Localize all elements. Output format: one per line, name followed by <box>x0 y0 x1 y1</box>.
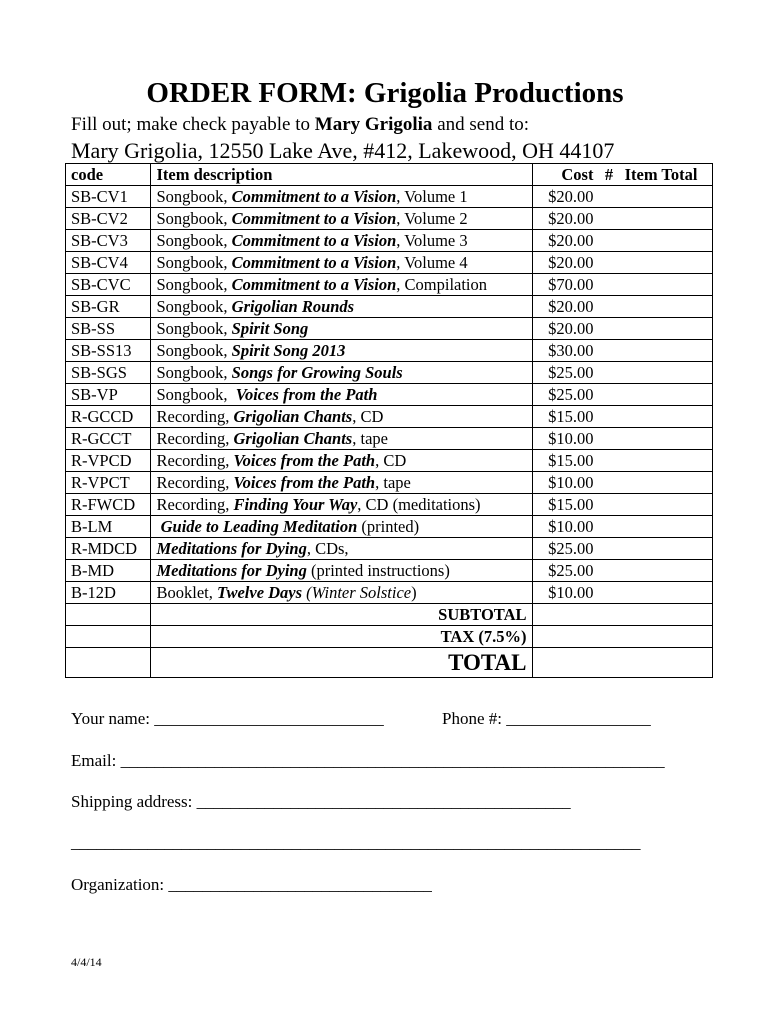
item-cost: $20.00 <box>532 296 598 318</box>
order-table <box>65 163 713 678</box>
item-total[interactable] <box>620 538 713 560</box>
tax-value[interactable] <box>532 626 713 648</box>
item-title: Spirit Song 2013 <box>231 341 346 360</box>
form-date: 4/4/14 <box>71 955 102 969</box>
table-row <box>66 406 713 428</box>
item-code: R-VPCD <box>66 450 151 472</box>
item-code: SB-CV1 <box>66 186 151 208</box>
item-desc-suffix: , CDs, <box>306 539 349 558</box>
subtotal-label: SUBTOTAL <box>151 604 532 626</box>
item-total[interactable] <box>620 186 713 208</box>
table-row <box>66 318 713 340</box>
item-desc-suffix: , Compilation <box>396 275 488 294</box>
item-cost: $25.00 <box>532 560 598 582</box>
item-desc-suffix: , CD (meditations) <box>357 495 481 514</box>
item-code: SB-CV4 <box>66 252 151 274</box>
item-desc-prefix: Recording, <box>156 451 234 470</box>
table-row <box>66 582 713 604</box>
instructions-suffix: and send to: <box>437 114 530 135</box>
item-desc-suffix: , Volume 1 <box>396 187 468 206</box>
item-desc-suffix: , CD <box>375 451 407 470</box>
item-qty[interactable] <box>598 428 619 450</box>
item-description <box>151 538 532 560</box>
item-desc-prefix: Songbook, <box>156 275 232 294</box>
table-row <box>66 472 713 494</box>
item-qty[interactable] <box>598 318 619 340</box>
item-total[interactable] <box>620 582 713 604</box>
item-desc-prefix: Recording, <box>156 495 234 514</box>
header-item-total: Item Total <box>620 164 713 186</box>
item-cost: $20.00 <box>532 230 598 252</box>
header-description: Item description <box>151 164 532 186</box>
item-qty[interactable] <box>598 560 619 582</box>
item-total[interactable] <box>620 450 713 472</box>
item-cost: $20.00 <box>532 318 598 340</box>
item-title: Voices from the Path <box>233 451 376 470</box>
table-row <box>66 186 713 208</box>
item-title: Grigolian Rounds <box>231 297 355 316</box>
item-title: Commitment to a Vision <box>231 187 397 206</box>
item-total[interactable] <box>620 318 713 340</box>
item-description <box>151 472 532 494</box>
item-description <box>151 296 532 318</box>
item-description <box>151 494 532 516</box>
table-row <box>66 274 713 296</box>
tax-blank <box>66 626 151 648</box>
item-title: Grigolian Chants <box>233 407 353 426</box>
order-rows <box>66 186 713 604</box>
item-description <box>151 406 532 428</box>
item-qty[interactable] <box>598 450 619 472</box>
item-description <box>151 516 532 538</box>
item-desc-prefix: Songbook, <box>156 341 232 360</box>
item-total[interactable] <box>620 362 713 384</box>
item-desc-prefix: Booklet, <box>156 583 217 602</box>
name-field[interactable]: Your name: ___________________________ <box>71 709 384 728</box>
shipping-address-line2[interactable]: ___________________________________________________________________ <box>71 833 641 852</box>
item-total[interactable] <box>620 208 713 230</box>
item-desc-suffix: , CD <box>352 407 384 426</box>
item-title: Meditations for Dying <box>156 539 307 558</box>
item-cost: $10.00 <box>532 516 598 538</box>
item-description <box>151 274 532 296</box>
item-desc-suffix: , Volume 4 <box>396 253 468 272</box>
item-description <box>151 230 532 252</box>
item-code: B-LM <box>66 516 151 538</box>
item-code: B-MD <box>66 560 151 582</box>
item-description <box>151 582 532 604</box>
item-desc-suffix: , Volume 3 <box>396 231 468 250</box>
item-desc-note: (Winter Solstice <box>306 583 412 602</box>
tax-label: TAX (7.5%) <box>151 626 532 648</box>
item-total[interactable] <box>620 252 713 274</box>
item-cost: $25.00 <box>532 384 598 406</box>
total-label: TOTAL <box>151 648 532 678</box>
item-code: R-GCCT <box>66 428 151 450</box>
item-total[interactable] <box>620 296 713 318</box>
item-desc-suffix: , tape <box>375 473 411 492</box>
table-row <box>66 516 713 538</box>
item-qty[interactable] <box>598 582 619 604</box>
item-qty[interactable] <box>598 208 619 230</box>
item-title: Guide to Leading Meditation <box>160 517 358 536</box>
item-description <box>151 560 532 582</box>
item-code: R-MDCD <box>66 538 151 560</box>
header-qty: # <box>598 164 619 186</box>
item-desc-suffix: , Volume 2 <box>396 209 468 228</box>
item-description <box>151 428 532 450</box>
table-row <box>66 252 713 274</box>
item-description <box>151 340 532 362</box>
item-total[interactable] <box>620 274 713 296</box>
phone-field[interactable]: Phone #: _________________ <box>442 709 651 728</box>
item-cost: $15.00 <box>532 450 598 472</box>
item-description <box>151 384 532 406</box>
item-title: Commitment to a Vision <box>231 253 397 272</box>
item-qty[interactable] <box>598 186 619 208</box>
item-code: SB-CV2 <box>66 208 151 230</box>
item-desc-prefix: Songbook, <box>156 253 232 272</box>
item-description <box>151 252 532 274</box>
item-code: SB-SS13 <box>66 340 151 362</box>
tax-row <box>66 626 713 648</box>
item-desc-tail: ) <box>411 583 417 602</box>
table-row <box>66 296 713 318</box>
item-title: Voices from the Path <box>233 473 376 492</box>
item-cost: $10.00 <box>532 582 598 604</box>
item-desc-prefix: Songbook, <box>156 187 232 206</box>
item-code: B-12D <box>66 582 151 604</box>
item-qty[interactable] <box>598 494 619 516</box>
item-cost: $25.00 <box>532 362 598 384</box>
organization-field[interactable]: Organization: _______________________________ <box>71 875 432 894</box>
item-cost: $10.00 <box>532 472 598 494</box>
item-code: SB-CVC <box>66 274 151 296</box>
item-code: R-GCCD <box>66 406 151 428</box>
total-row <box>66 648 713 678</box>
table-row <box>66 340 713 362</box>
item-total[interactable] <box>620 230 713 252</box>
item-title: Commitment to a Vision <box>231 275 397 294</box>
item-code: SB-CV3 <box>66 230 151 252</box>
table-row <box>66 384 713 406</box>
item-desc-prefix: Recording, <box>156 473 234 492</box>
item-qty[interactable] <box>598 516 619 538</box>
subtotal-value[interactable] <box>532 604 713 626</box>
item-desc-prefix: Songbook, <box>156 363 232 382</box>
item-desc-prefix: Songbook, <box>156 385 236 404</box>
item-description <box>151 208 532 230</box>
item-title: Songs for Growing Souls <box>231 363 403 382</box>
table-row <box>66 560 713 582</box>
item-desc-prefix: Songbook, <box>156 231 232 250</box>
item-qty[interactable] <box>598 340 619 362</box>
item-qty[interactable] <box>598 252 619 274</box>
item-code: SB-SS <box>66 318 151 340</box>
table-row <box>66 362 713 384</box>
item-description <box>151 186 532 208</box>
item-qty[interactable] <box>598 296 619 318</box>
item-cost: $10.00 <box>532 428 598 450</box>
item-title: Commitment to a Vision <box>231 231 397 250</box>
item-cost: $20.00 <box>532 208 598 230</box>
item-title: Grigolian Chants <box>233 429 353 448</box>
header-cost: Cost <box>532 164 598 186</box>
item-code: SB-VP <box>66 384 151 406</box>
item-title: Commitment to a Vision <box>231 209 397 228</box>
table-row <box>66 494 713 516</box>
item-cost: $25.00 <box>532 538 598 560</box>
item-cost: $15.00 <box>532 494 598 516</box>
item-qty[interactable] <box>598 362 619 384</box>
header-code: code <box>66 164 151 186</box>
item-total[interactable] <box>620 340 713 362</box>
item-desc-suffix: (printed instructions) <box>306 561 450 580</box>
form-title: ORDER FORM: Grigolia Productions <box>146 77 624 109</box>
item-description <box>151 450 532 472</box>
item-title: Finding Your Way <box>233 495 358 514</box>
item-desc-prefix: Songbook, <box>156 209 232 228</box>
email-field[interactable]: Email: ________________________________________________________________ <box>71 751 665 770</box>
item-total[interactable] <box>620 428 713 450</box>
table-row <box>66 450 713 472</box>
item-desc-prefix: Songbook, <box>156 297 232 316</box>
table-header-row <box>66 164 713 186</box>
table-row <box>66 230 713 252</box>
item-total[interactable] <box>620 472 713 494</box>
item-cost: $20.00 <box>532 186 598 208</box>
table-row <box>66 538 713 560</box>
subtotal-blank <box>66 604 151 626</box>
item-title: Twelve Days <box>216 583 303 602</box>
item-desc-prefix: Songbook, <box>156 319 232 338</box>
shipping-address-field[interactable]: Shipping address: ____________________________________________ <box>71 792 571 811</box>
item-code: SB-GR <box>66 296 151 318</box>
subtotal-row <box>66 604 713 626</box>
total-blank <box>66 648 151 678</box>
item-qty[interactable] <box>598 472 619 494</box>
item-qty[interactable] <box>598 384 619 406</box>
item-code: SB-SGS <box>66 362 151 384</box>
item-qty[interactable] <box>598 230 619 252</box>
table-row <box>66 428 713 450</box>
item-cost: $20.00 <box>532 252 598 274</box>
item-title: Meditations for Dying <box>156 561 307 580</box>
item-code: R-VPCT <box>66 472 151 494</box>
item-desc-prefix: Recording, <box>156 407 234 426</box>
total-value[interactable] <box>532 648 713 678</box>
item-description <box>151 318 532 340</box>
item-cost: $30.00 <box>532 340 598 362</box>
item-qty[interactable] <box>598 538 619 560</box>
mailing-address: Mary Grigolia, 12550 Lake Ave, #412, Lakewood, OH 44107 <box>71 138 615 163</box>
table-row <box>66 208 713 230</box>
item-total[interactable] <box>620 406 713 428</box>
item-description <box>151 362 532 384</box>
item-cost: $15.00 <box>532 406 598 428</box>
item-total[interactable] <box>620 494 713 516</box>
item-total[interactable] <box>620 516 713 538</box>
item-total[interactable] <box>620 384 713 406</box>
instructions <box>71 114 529 136</box>
item-cost: $70.00 <box>532 274 598 296</box>
item-title: Voices from the Path <box>235 385 378 404</box>
item-desc-suffix: (printed) <box>357 517 420 536</box>
item-qty[interactable] <box>598 406 619 428</box>
item-desc-suffix: , tape <box>352 429 388 448</box>
item-code: R-FWCD <box>66 494 151 516</box>
item-title: Spirit Song <box>231 319 309 338</box>
item-qty[interactable] <box>598 274 619 296</box>
item-total[interactable] <box>620 560 713 582</box>
item-desc-prefix: Recording, <box>156 429 234 448</box>
payee-name: Mary Grigolia <box>314 114 433 135</box>
instructions-prefix: Fill out; make check payable to <box>71 114 311 135</box>
